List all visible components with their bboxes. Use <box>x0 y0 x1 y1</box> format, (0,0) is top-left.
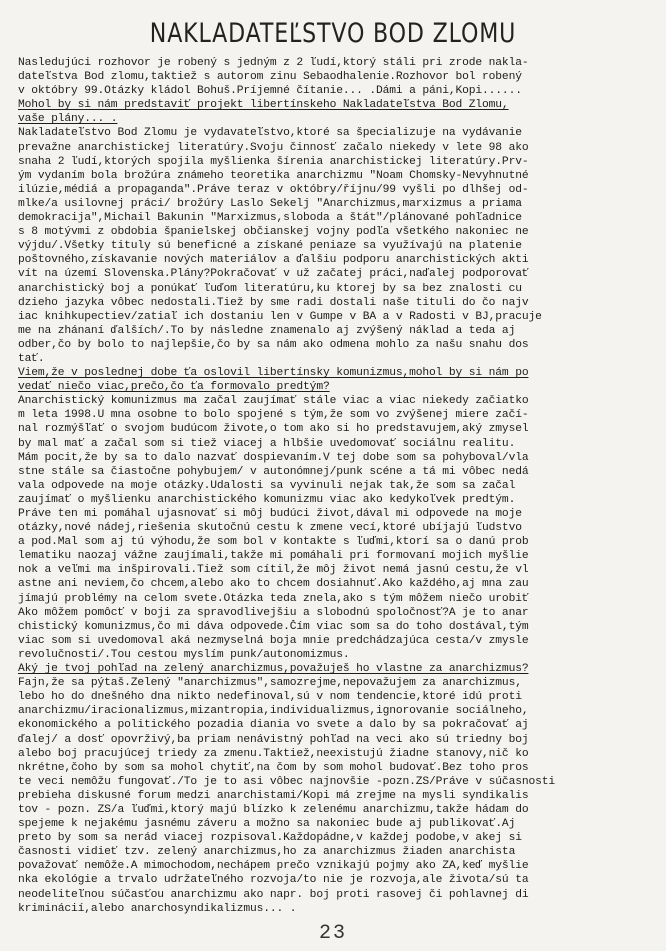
answer-line: nkrétne,čoho by som sa mohol chytiť,na čom by som mohol budovať.Bez toho pros <box>18 761 529 774</box>
answer-line: ekonomického a politického pozadia diania vo svete a dalo by sa pokračovať aj <box>18 719 529 732</box>
answer-line: mlke/a usilovnej práci/ brožúry Laslo Sekelj "Anarchizmus,marxizmus a priama <box>18 197 522 210</box>
answer-line: Práve ten mi pomáhal ujasnovať si môj budúci život,dával mi odpovede na moje <box>18 508 522 520</box>
answer-line: otázky,nové nádej,riešenia skutočnú cestu k zmene vecí,ktoré ubíjajú ľudstvo <box>18 522 522 535</box>
answer-line: odber,čo by bolo to najlepšie,čo by sa nám ako odmena mohlo za našu snahu dos <box>18 338 529 351</box>
question-line: vaše plány... . <box>18 113 118 126</box>
answer-line: me na zhánaní ďalších/.To by následne znamenalo aj zvýšený náklad a teda aj <box>18 324 516 337</box>
answer-line: lematiku naozaj vážne zaujímali,takže mi pomáhali pri formovaní mojich myšlie <box>18 550 529 563</box>
answer-line: s 8 motývmi z obdobia španielskej občianskej vojny podľa všetkého nakoniec ne <box>18 226 529 239</box>
answer-line: nal rozmýšľať o svojom budúcom živote,o tom ako si ho predstavujem,aký zmysel <box>18 423 529 436</box>
answer-line: preto by som sa nerád viacej rozpisoval.Každopádne,v každej podobe,v akej si <box>18 832 522 845</box>
answer-line: poštovného,získavanie nových materiálov a ďalšiu podporu anarchistických akti <box>18 254 529 267</box>
answer-line: anarchizmu/iracionalizmus,mizantropia,individualizmus,ignorovanie sociálneho, <box>18 705 529 718</box>
answer-line: časnosti vidieť tzv. zelený anarchizmus,ho za anarchizmus žiaden anarchista <box>18 846 516 859</box>
answer-line: Ako môžem pomôcť v boji za spravodlivejšiu a slobodnú spoločnosť?A je to anar <box>18 606 529 619</box>
answer-line: te veci nemôžu fungovať./To je to asi vôbec najnovšie -pozn.ZS/Práve v súčasnosti <box>18 775 555 788</box>
answer-line: kriminácií,alebo anarchosyndikalizmus... . <box>18 902 297 915</box>
answer-line: zaujímať o myšlienku anarchistického komunizmu viac ako kedykoľvek predtým. <box>18 493 516 506</box>
answer-line: alebo boj pracujúcej triedy za zmenu.Taktiež,neexistujú žiadne stanovy,nič ko <box>18 747 529 760</box>
answer-line: ým vydaním bola brožúra známeho teoretika anarchizmu "Noam Chomsky-Nevyhnutné <box>18 169 529 182</box>
answer-line: spejeme k nejakému jasnému záveru a možno sa nakoniec bude aj publikovať.Aj <box>18 818 516 831</box>
answer-line: lebo ho do dnešného dna nikto nedefinoval,sú v nom tendencie,ktoré idú proti <box>18 691 522 704</box>
answer-line: revolučnosti/.Tou cestou myslím punk/autonomizmus. <box>18 648 350 661</box>
answer-line: dateľstva Bod zlomu,taktiež s autorom zinu Sebaodhalenie.Rozhovor bol robený <box>18 71 522 84</box>
interview-body <box>18 56 652 916</box>
answer-line: tať. <box>18 352 45 365</box>
answer-line: m leta 1998.U mna osobne to bolo spojené s tým,že som vo zvýšenej miere začí- <box>18 409 529 422</box>
answer-line: viac som si uvedomoval aká nezmyselná boja mnie predchádzajúca cesta/v zmysle <box>18 634 529 647</box>
answer-line: demokracija",Michail Bakunin "Marxizmus,sloboda a štát"/plánované pohľadnice <box>18 212 522 225</box>
answer-line: ilúzie,médiá a propaganda".Práve teraz v októbry/říjnu/99 vyšli po dlhšej od- <box>18 183 529 196</box>
answer-line: dzieho jazyka vôbec nedostali.Tiež by sme radi dostali naše tituli do čo najv <box>18 296 529 309</box>
answer-line: ďalej/ a dosť opovrživý,ba priam nenávistný pohľad na veci ako sú triedny boj <box>18 733 529 746</box>
answer-line: anarchistický boj a ponúkať ľuďom literatúru,ku ktorej by sa bez znalosti cu <box>18 282 522 295</box>
answer-line: neodeliteľnou súčasťou anarchizmu ako napr. boj proti rasovej či pohlavnej di <box>18 888 529 901</box>
answer-line: nka ekológie a trvalo udržateľného rozvoja/to nie je rozvoja,ale života/sú ta <box>18 874 529 887</box>
answer-line: jímajú problémy na celom svete.Otázka teda znela,ako s tým môžem niečo urobiť <box>18 592 529 605</box>
question-line: vedať niečo viac,prečo,čo ťa formovalo predtým? <box>18 381 330 394</box>
answer-line: prebieha diskusné forum medzi anarchistami/Kopi má zrejme na mysli syndikalis <box>18 789 529 802</box>
answer-line: v októbry 99.Otázky kládol Bohuš.Príjemné čítanie... .Dámi a páni,Kopi...... <box>18 85 522 98</box>
answer-line: by mal mať a začal som si tiež viacej a hlbšie uvedomovať sociálnu realitu. <box>18 437 516 450</box>
answer-line: Nakladateľstvo Bod Zlomu je vydavateľstvo,ktoré sa špecializuje na vydávanie <box>18 127 522 140</box>
answer-line: iac knihkupectiev/zatiaľ ich dostaniu len v Gumpe v BA a v Radosti v BJ,pracuje <box>18 310 542 323</box>
answer-line: nok a veľmi ma inšpirovali.Tiež som cítil,že môj život nemá jasnú cestu,že vl <box>18 564 529 577</box>
answer-line: Mám pocit,že by sa to dalo nazvať dospievaním.V tej dobe som sa pohyboval/vla <box>18 451 529 464</box>
question-line: Aký je tvoj pohľad na zelený anarchizmus,považuješ ho vlastne za anarchizmus? <box>18 663 529 676</box>
answer-line: výjdu/.Všetky tituly sú beneficné a získané peniaze sa využívajú na platenie <box>18 240 522 253</box>
question-line: Viem,že v poslednej dobe ťa oslovil libertínsky komunizmus,mohol by si nám po <box>18 367 529 380</box>
answer-line: považovať nemôže.A mimochodom,nechápem prečo vznikajú pojmy ako ZA,keď myšlie <box>18 860 529 873</box>
answer-line: vít na území Slovenska.Plány?Pokračovať v už začatej práci,naďalej podporovať <box>18 268 529 281</box>
answer-line: chistický komunizmus,čo mi dáva odpovede.Čím viac som sa do toho dostával,tým <box>18 620 529 633</box>
answer-line: Nasledujúci rozhovor je robený s jedným z 2 ľudí,ktorý stáli pri zrode nakla- <box>18 57 529 69</box>
answer-line: tov - pozn. ZS/a ľuďmi,ktorý majú blízko k zelenému anarchizmu,takže hádam do <box>18 803 529 816</box>
answer-line: vala odpovede na moje otázky.Udalosti sa vyvinuli nejak tak,že som sa začal <box>18 479 516 492</box>
page-number: 23 <box>318 922 347 945</box>
answer-line: astne ani neviem,čo chcem,alebo ako to chcem dosiahnuť.Ako každého,aj mna zau <box>18 578 529 591</box>
answer-line: stne stále sa čiastočne pohybujem/ v autonómnej/punk scéne a tá mi vôbec nedá <box>18 465 529 478</box>
answer-line: a pod.Mal som aj tú výhodu,že som bol v kontakte s ľuďmi,ktorí sa o danú prob <box>18 536 529 549</box>
answer-line: Anarchistický komunizmus ma začal zaujímať stále viac a viac niekedy začiatko <box>18 395 529 408</box>
answer-line: snaha 2 ľudí,ktorých spojila myšlienka šírenia anarchistickej literatúry.Prv- <box>18 155 529 168</box>
question-line: Mohol by si nám predstaviť projekt libertínskeho Nakladateľstva Bod Zlomu, <box>18 99 509 112</box>
answer-line: Fajn,že sa pýtaš.Zelený "anarchizmus",samozrejme,nepovažujem za anarchizmus, <box>18 677 522 690</box>
page-title: NAKLADATEĽSTVO BOD ZLOMU <box>149 18 517 49</box>
answer-line: prevažne anarchistickej literatúry.Svoju činnosť začalo niekedy v lete 98 ako <box>18 141 529 154</box>
